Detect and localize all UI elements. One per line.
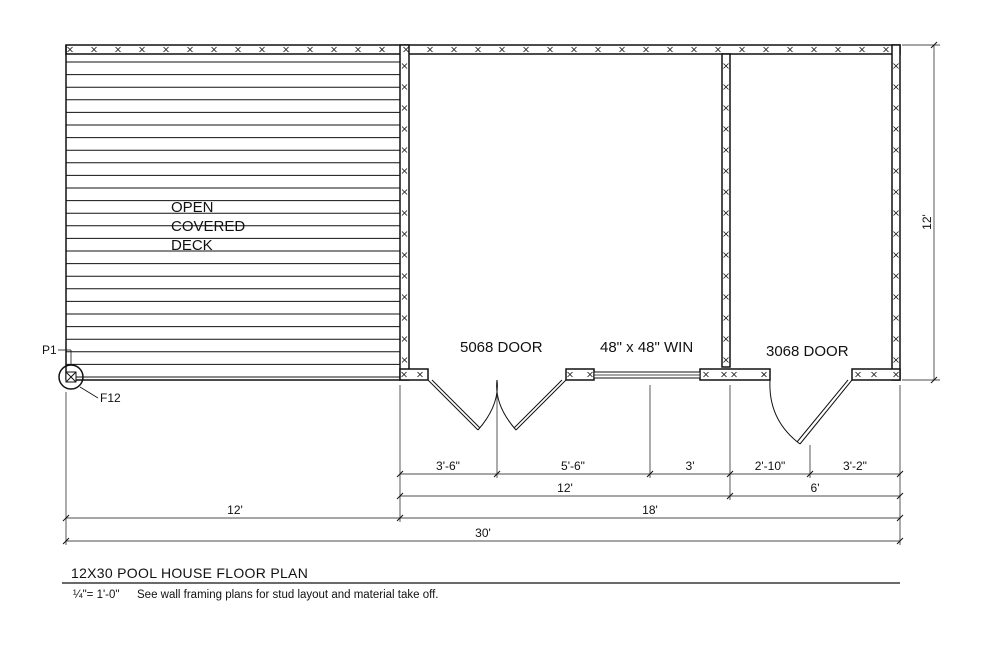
deck-label-line2: COVERED bbox=[171, 218, 246, 235]
dim-seg-2: 5'-6" bbox=[561, 459, 585, 473]
dim-seg-5: 3'-2" bbox=[843, 459, 867, 473]
dim-overall: 30' bbox=[475, 526, 491, 540]
dim-enclosed: 18' bbox=[642, 503, 658, 517]
post-label: P1 bbox=[42, 343, 57, 357]
door-swings bbox=[428, 380, 852, 444]
deck-label-line1: OPEN bbox=[171, 199, 214, 216]
dim-seg-1: 3'-6" bbox=[436, 459, 460, 473]
door-5068-label: 5068 DOOR bbox=[460, 339, 543, 356]
dim-seg-4: 2'-10" bbox=[754, 459, 786, 473]
dim-seg-3: 3' bbox=[685, 459, 695, 473]
window-label: 48" x 48" WIN bbox=[600, 339, 694, 356]
footing-label: F12 bbox=[100, 391, 121, 405]
dimension-lines bbox=[66, 45, 940, 545]
dim-side-12ft: 12' bbox=[920, 214, 934, 230]
dim-room-b: 6' bbox=[810, 481, 820, 495]
dimension-ticks bbox=[63, 42, 937, 544]
plan-title: 12X30 POOL HOUSE FLOOR PLAN bbox=[71, 565, 309, 581]
deck-label-line3: DECK bbox=[171, 237, 213, 254]
post-footing-marker bbox=[58, 350, 98, 398]
plan-note: See wall framing plans for stud layout and material take off. bbox=[137, 589, 439, 601]
dim-room-a: 12' bbox=[557, 481, 573, 495]
dim-deck: 12' bbox=[227, 503, 243, 517]
plan-scale: ¼"= 1'-0" bbox=[73, 589, 120, 601]
door-3068-label: 3068 DOOR bbox=[766, 343, 849, 360]
